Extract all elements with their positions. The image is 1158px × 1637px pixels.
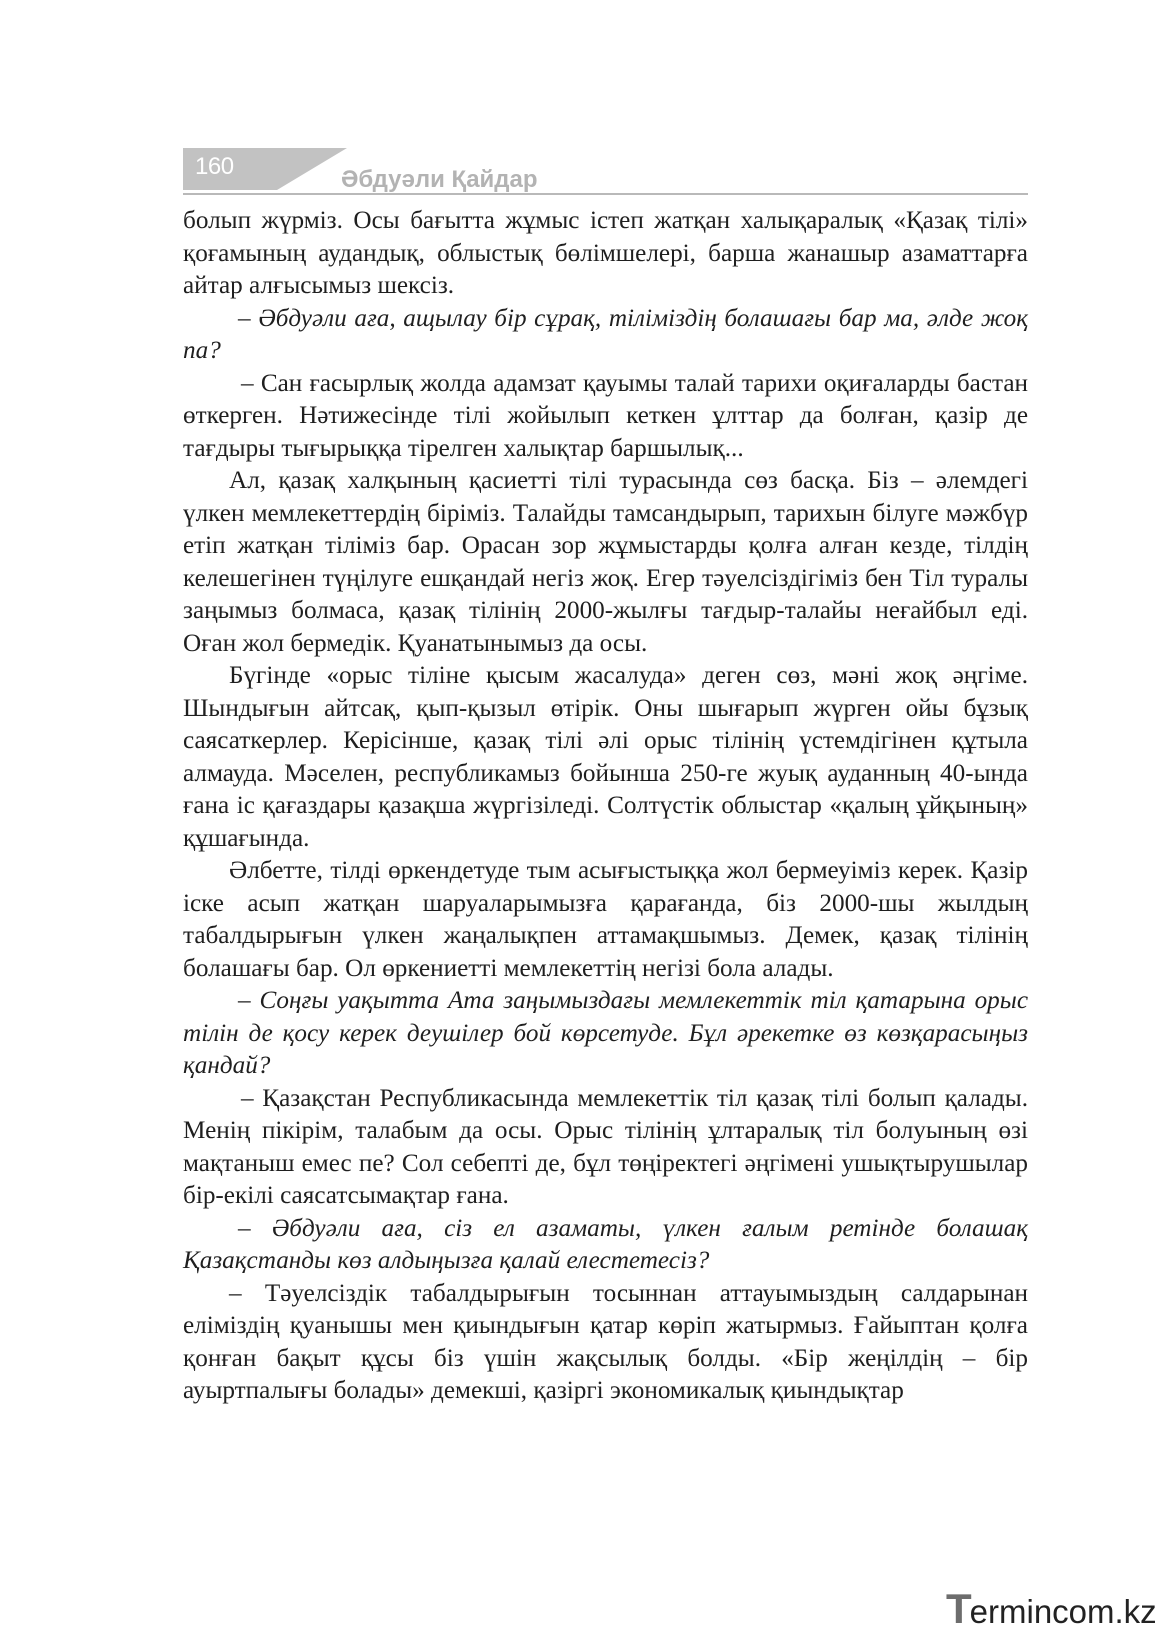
question-1: – Әбдуәли аға, ащылау бір сұрақ, тіліміздің болашағы бар ма, әлде жоқ па? (183, 304, 1028, 364)
page-number: 160 (195, 153, 234, 180)
header-wedge-shape (277, 148, 347, 190)
page-body-text (183, 205, 1028, 1408)
answer-3: – Тәуелсіздік табалдырығын тосыннан аттауымыздың салдарынан еліміздің қуанышы мен қиындығын қатар көріп жатырмыз. Ғайыптан қолға қонған бақыт құсы біз үшін жақсылық болды. «Бір жеңілдің – бір ауыртпалығы болады» демекші, қазіргі экономикалық қиындықтар (183, 1279, 1028, 1404)
paragraph-4: Әлбетте, тілді өркендетуде тым асығыстыққа жол бермеуіміз керек. Қазір іске асып жатқан шаруаларымызға қарағанда, біз 2000-шы жылдың табалдырығын үлкен жаңалықпен аттамақшымыз. Демек, қазақ тілінің болашағы бар. Ол өркениетті мемлекеттің негізі бола алады. (183, 857, 1028, 982)
answer-1: – Сан ғасырлық жолда адамзат қауымы талай тарихи оқиғаларды бастан өткерген. Нәтижесінде тілі жойылып кеткен ұлттар да болған, қазір де тағдыры тығырыққа тірелген халықтар баршылық... (183, 369, 1028, 462)
site-watermark-logo (946, 1585, 1157, 1632)
header-author-name: Әбдуәли Қайдар (341, 166, 538, 193)
watermark-t-letter: T (946, 1585, 970, 1632)
paragraph-2: Ал, қазақ халқының қасиетті тілі турасында сөз басқа. Біз – әлемдегі үлкен мемлекеттердің біріміз. Талайды тамсандырып, тарихын білуге мәжбүр етіп жатқан тіліміз бар. Орасан зор жұмыстарды қолға алған кезде, тілдің келешегінен түңілуге ешқандай негіз жоқ. Егер тәуелсіздігіміз бен Тіл туралы заңымыз болмаса, қазақ тілінің 2000-жылғы тағдыр-талайы неғайбыл еді. Оған жол бермедік. Қуанатынымыз да осы. (183, 467, 1028, 657)
header-rule (183, 193, 1028, 195)
question-3: – Әбдуәли аға, сіз ел азаматы, үлкен ғалым ретінде болашақ Қазақстанды көз алдыңызға қалай елестетесіз? (183, 1214, 1028, 1274)
paragraph-1: болып жүрміз. Осы бағытта жұмыс істеп жатқан халықаралық «Қазақ тілі» қоғамының аудандық, облыстық бөлімшелері, барша жанашыр азаматтарға айтар алғысымыз шексіз. (183, 207, 1028, 299)
watermark-text: ermincom.kz (969, 1593, 1157, 1630)
page-number-tab (183, 148, 277, 190)
paragraph-3: Бүгінде «орыс тіліне қысым жасалуда» деген сөз, мәні жоқ әңгіме. Шындығын айтсақ, қып-қызыл өтірік. Оны шығарып жүрген ойы бұзық саясаткерлер. Керісінше, қазақ тілі әлі орыс тілінің үстемдігінен құтыла алмауда. Мәселен, республикамыз бойынша 250-ге жуық ауданның 40-ында ғана іс қағаздары қазақша жүргізіледі. Солтүстік облыстар «қалың ұйқының» құшағында. (183, 662, 1028, 852)
answer-2: – Қазақстан Республикасында мемлекеттік тіл қазақ тілі болып қалады. Менің пікірім, талабым да осы. Орыс тілінің ұлтаралық тіл болуының өзі мақтаныш емес пе? Сол себепті де, бұл төңіректегі әңгімені ушықтырушылар бір-екілі саясатсымақтар ғана. (183, 1084, 1028, 1209)
running-header (183, 148, 1028, 198)
question-2: – Соңғы уақытта Ата заңымыздағы мемлекеттік тіл қатарына орыс тілін де қосу керек деушілер бой көрсетуде. Бұл әрекетке өз көзқарасыңыз қандай? (183, 987, 1028, 1079)
